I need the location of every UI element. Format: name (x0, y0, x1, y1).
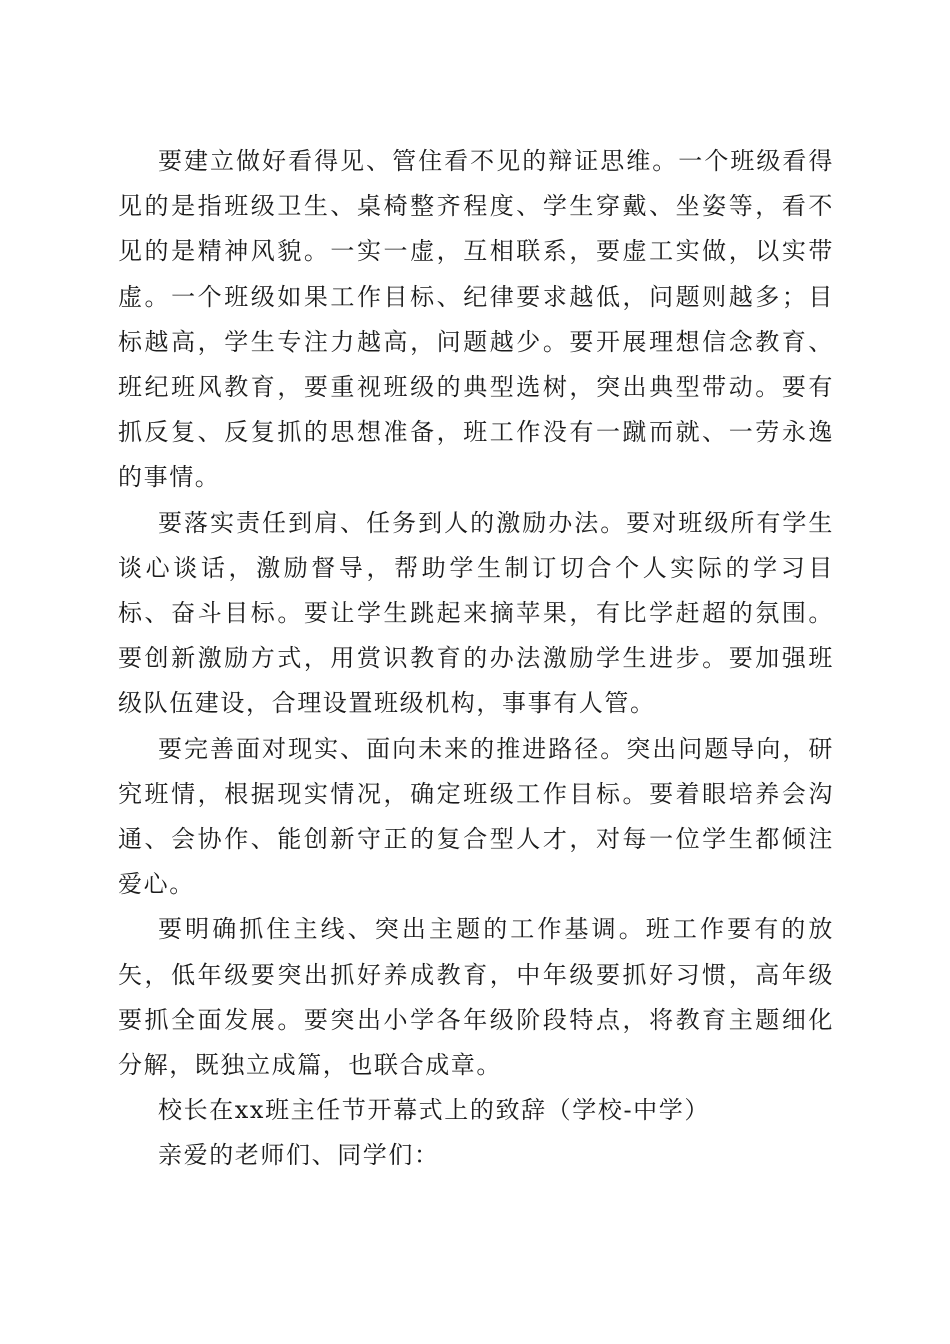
speech-heading: 校长在xx班主任节开幕式上的致辞（学校-中学） (158, 1096, 710, 1125)
document-body (118, 139, 834, 1179)
paragraph-dialectical-thinking: 要建立做好看得见、管住看不见的辩证思维。一个班级看得见的是指班级卫生、桌椅整齐程度、学生穿戴、坐姿等，看不见的是精神风貌。一实一虚，互相联系，要虚工实做，以实带虚。一个班级如果工作目标、纪律要求越低，问题则越多；目标越高，学生专注力越高，问题越少。要开展理想信念教育、班纪班风教育，要重视班级的典型选树，突出典型带动。要有抓反复、反复抓的思想准备，班工作没有一蹴而就、一劳永逸的事情。 (118, 147, 834, 492)
paragraph-advancement-path: 要完善面对现实、面向未来的推进路径。突出问题导向，研究班情，根据现实情况，确定班级工作目标。要着眼培养会沟通、会协作、能创新守正的复合型人才，对每一位学生都倾注爱心。 (118, 734, 834, 899)
paragraph-incentive-methods: 要落实责任到肩、任务到人的激励办法。要对班级所有学生谈心谈话，激励督导，帮助学生制订切合个人实际的学习目标、奋斗目标。要让学生跳起来摘苹果，有比学赶超的氛围。要创新激励方式，用赏识教育的办法激励学生进步。要加强班级队伍建设，合理设置班级机构，事事有人管。 (118, 508, 834, 718)
speech-salutation: 亲爱的老师们、同学们： (158, 1141, 440, 1170)
paragraph-work-keynote: 要明确抓住主线、突出主题的工作基调。班工作要有的放矢，低年级要突出抓好养成教育，中年级要抓好习惯，高年级要抓全面发展。要突出小学各年级阶段特点，将教育主题细化分解，既独立成篇，也联合成章。 (118, 915, 834, 1080)
